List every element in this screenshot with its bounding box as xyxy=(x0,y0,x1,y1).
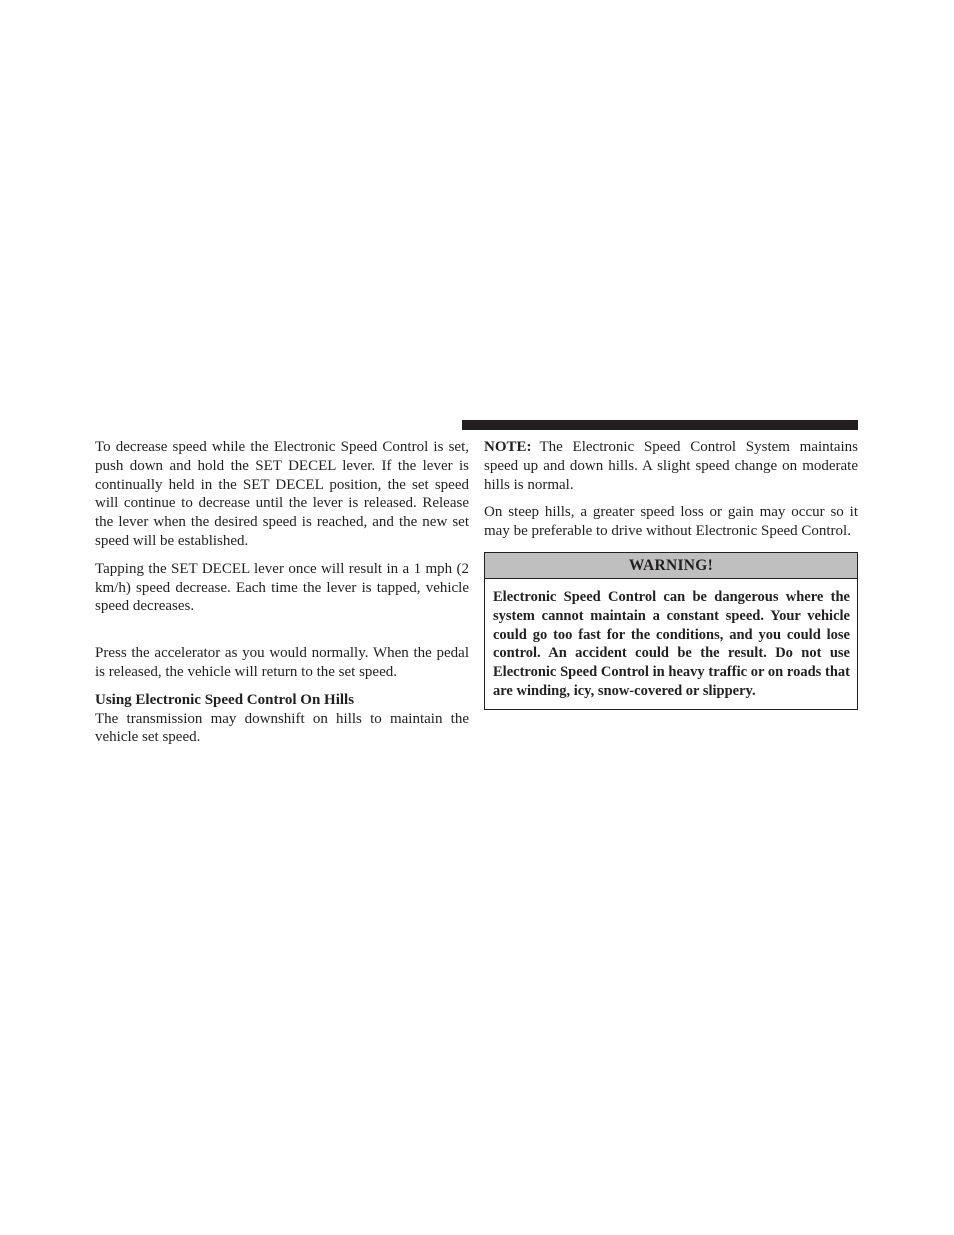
warning-box xyxy=(484,552,858,710)
hills-subheading: Using Electronic Speed Control On Hills xyxy=(95,691,355,708)
right-column xyxy=(484,438,858,710)
note-text: The Electronic Speed Control System maintains speed up and down hills. A slight speed change on moderate hills is normal. xyxy=(484,439,858,493)
note-paragraph xyxy=(484,438,858,494)
steep-hills-paragraph: On steep hills, a greater speed loss or gain may occur so it may be preferable to drive without Electronic Speed Control. xyxy=(484,504,858,540)
accelerator-paragraph: Press the accelerator as you would normally. When the pedal is released, the vehicle will return to the set speed. xyxy=(95,645,469,680)
section-header-bar xyxy=(462,420,858,430)
warning-title: WARNING! xyxy=(485,553,857,579)
decrease-speed-paragraph: To decrease speed while the Electronic Speed Control is set, push down and hold the SET DECEL lever. If the lever is continually held in the SET DECEL position, the set speed will continue to decrease until the lever is released. Release the lever when the desired speed is reached, and the new set speed will be established. xyxy=(95,439,469,549)
tapping-paragraph: Tapping the SET DECEL lever once will result in a 1 mph (2 km/h) speed decrease. Each time the lever is tapped, vehicle speed decreases. xyxy=(95,560,469,615)
left-column xyxy=(95,438,469,747)
warning-body: Electronic Speed Control can be dangerous where the system cannot maintain a constant speed. Your vehicle could go too fast for the conditions, and you could lose control. An accident could be the result. Do not use Electronic Speed Control in heavy traffic or on roads that are winding, icy, snow-covered or slippery. xyxy=(493,588,850,699)
transmission-paragraph: The transmission may downshift on hills to maintain the vehicle set speed. xyxy=(95,710,469,746)
note-label: NOTE: xyxy=(484,439,532,455)
